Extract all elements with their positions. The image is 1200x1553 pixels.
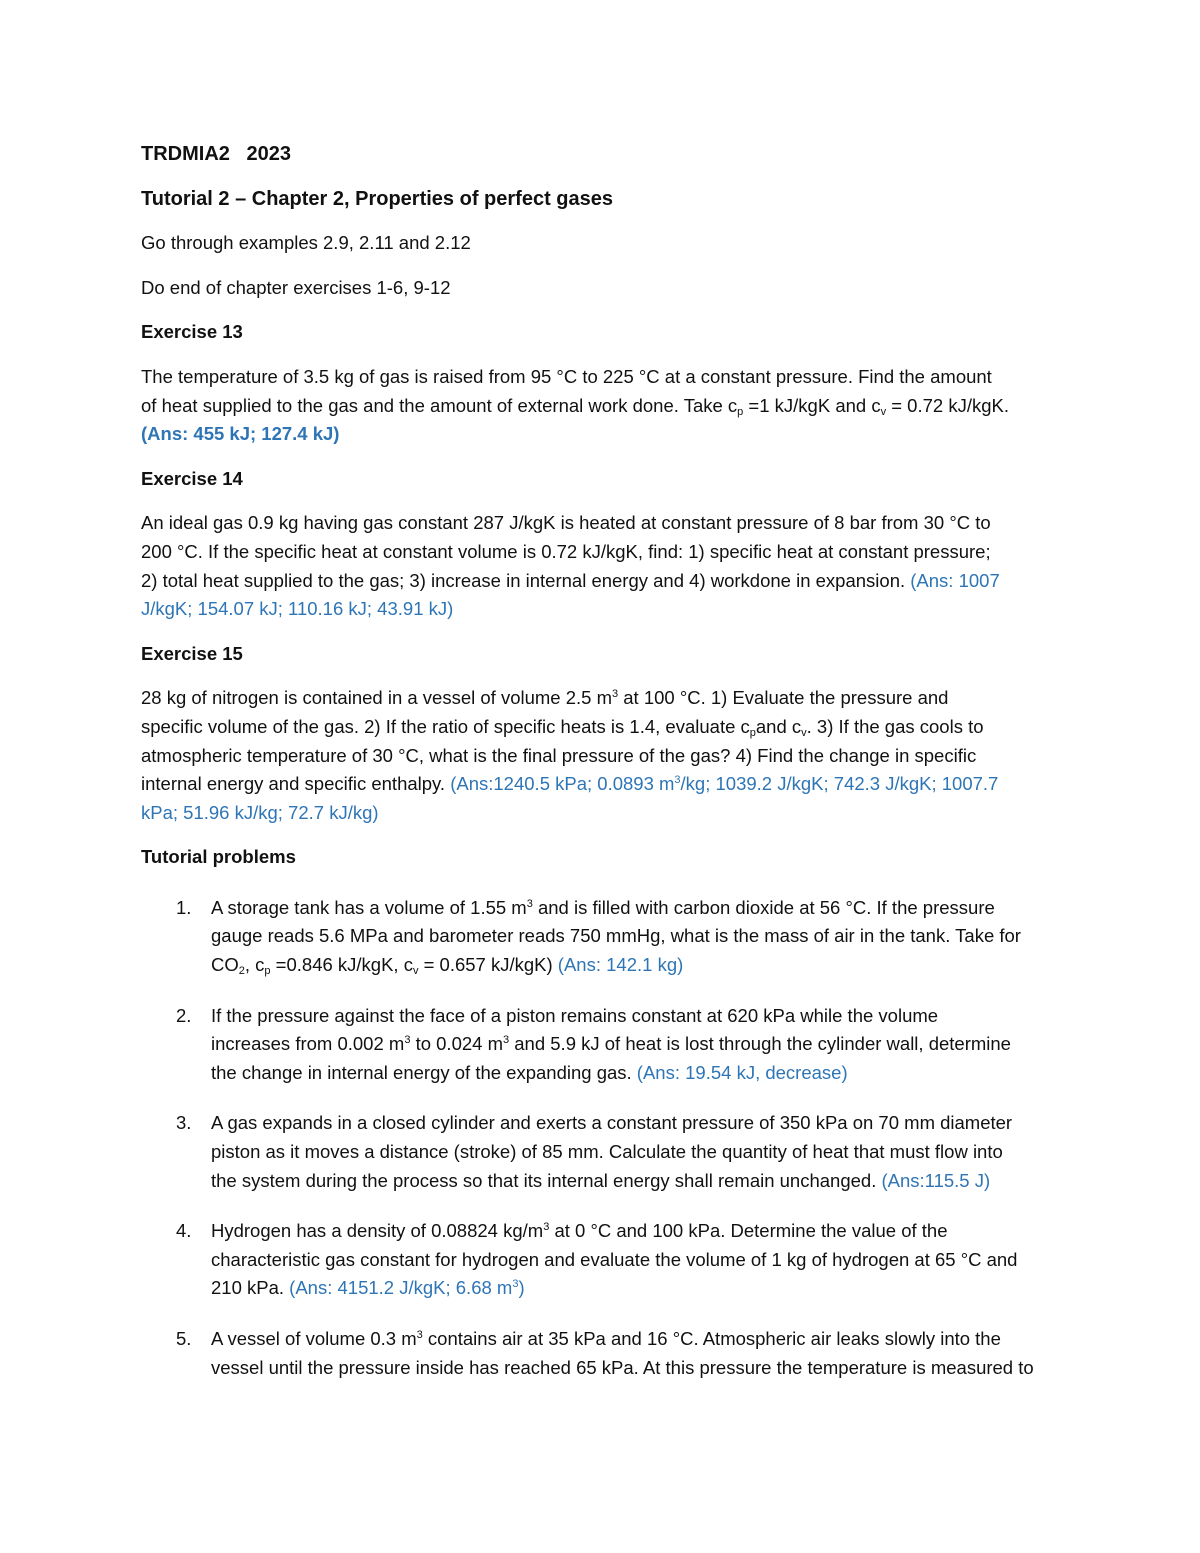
problem-line — [211, 951, 1061, 980]
text: the system during the process so that its internal energy shall remain unchanged. — [211, 1169, 877, 1191]
problem-line — [211, 1167, 1061, 1196]
document-content — [141, 140, 1061, 1404]
problem-line — [211, 1217, 1061, 1246]
problem-answer: (Ans: 142.1 kg) — [552, 954, 684, 976]
text: =1 kJ/kgK and c — [743, 394, 881, 416]
exercise-14-line: 200 °C. If the specific heat at constant volume is 0.72 kJ/kgK, find: 1) specific heat at constant pressure; — [141, 540, 991, 562]
problem-number: 4. — [176, 1220, 192, 1242]
intro-examples: Go through examples 2.9, 2.11 and 2.12 — [141, 232, 471, 254]
text: and is filled with carbon dioxide at 56 °C. If the pressure — [532, 896, 995, 918]
tutorial-problems-heading: Tutorial problems — [141, 846, 296, 868]
text: . 3) If the gas cools to — [806, 715, 984, 737]
problem-answer: (Ans: 19.54 kJ, decrease) — [631, 1061, 848, 1083]
text: =0.846 kJ/kgK, c — [270, 954, 413, 976]
exercise-15-line — [141, 713, 1061, 742]
problem-line — [211, 1274, 1061, 1303]
problem-line: gauge reads 5.6 MPa and barometer reads 750 mmHg, what is the mass of air in the tank. Take for — [211, 925, 1021, 947]
text: increases from 0.002 m — [211, 1033, 405, 1055]
text: at 0 °C and 100 kPa. Determine the value of the — [549, 1220, 948, 1242]
exercise-15-answer: /kg; 1039.2 J/kgK; 742.3 J/kgK; 1007.7 — [680, 773, 999, 795]
exercise-15-answer: kPa; 51.96 kJ/kg; 72.7 kJ/kg) — [141, 801, 379, 823]
text: 28 kg of nitrogen is contained in a vessel of volume 2.5 m — [141, 687, 612, 709]
exercise-14-line: An ideal gas 0.9 kg having gas constant 287 J/kgK is heated at constant pressure of 8 bar from 30 °C to — [141, 512, 991, 534]
exercise-13-body — [141, 363, 1061, 449]
superscript: 3 — [612, 688, 619, 701]
text: Hydrogen has a density of 0.08824 kg/m — [211, 1220, 544, 1242]
tutorial-problem-list — [176, 894, 1061, 1382]
exercise-13-line: The temperature of 3.5 kg of gas is raised from 95 °C to 225 °C at a constant pressure. Find the amount — [141, 365, 992, 387]
superscript: 3 — [526, 897, 533, 910]
exercise-13-answer: (Ans: 455 kJ; 127.4 kJ) — [141, 423, 340, 445]
superscript: 3 — [503, 1034, 510, 1047]
problem-number: 5. — [176, 1328, 192, 1349]
text: of heat supplied to the gas and the amount of external work done. Take c — [141, 394, 738, 416]
problem-answer: (Ans: 4151.2 J/kgK; 6.68 m — [284, 1277, 513, 1299]
tutorial-problem-3 — [176, 1109, 1061, 1195]
text: and 5.9 kJ of heat is lost through the cylinder wall, determine — [509, 1033, 1011, 1055]
tutorial-problem-4 — [176, 1217, 1061, 1303]
exercise-14-answer: J/kgK; 154.07 kJ; 110.16 kJ; 43.91 kJ) — [141, 598, 454, 620]
exercise-15-answer: (Ans:1240.5 kPa; 0.0893 m — [445, 773, 675, 795]
exercise-14-body — [141, 509, 1061, 623]
superscript: 3 — [416, 1329, 423, 1341]
exercise-15-line — [141, 770, 1061, 799]
problem-line: characteristic gas constant for hydrogen and evaluate the volume of 1 kg of hydrogen at 65 °C and — [211, 1248, 1018, 1270]
problem-number: 1. — [176, 896, 192, 918]
text: at 100 °C. 1) Evaluate the pressure and — [618, 687, 949, 709]
exercise-15-heading: Exercise 15 — [141, 642, 243, 664]
text: 2) total heat supplied to the gas; 3) increase in internal energy and 4) workdone in expansion. — [141, 569, 906, 591]
problem-line — [211, 1059, 1061, 1088]
subscript: 2 — [238, 965, 245, 978]
subscript: v — [412, 965, 419, 978]
subscript: v — [801, 726, 807, 739]
text: , c — [244, 954, 265, 976]
subscript: v — [880, 405, 887, 418]
problem-line — [211, 1325, 1061, 1354]
exercise-14-answer: (Ans: 1007 — [905, 569, 1000, 591]
problem-line: vessel until the pressure inside has reached 65 kPa. At this pressure the temperature is measured to — [211, 1356, 1034, 1378]
tutorial-problem-5 — [176, 1325, 1061, 1382]
problem-number: 2. — [176, 1004, 192, 1026]
problem-answer: (Ans:115.5 J) — [876, 1169, 991, 1191]
tutorial-title: Tutorial 2 – Chapter 2, Properties of perfect gases — [141, 187, 613, 210]
text: A vessel of volume 0.3 m — [211, 1328, 417, 1349]
problem-line: piston as it moves a distance (stroke) of 85 mm. Calculate the quantity of heat that must flow into — [211, 1141, 1003, 1163]
text: specific volume of the gas. 2) If the ratio of specific heats is 1.4, evaluate c — [141, 715, 750, 737]
exercise-15-line: atmospheric temperature of 30 °C, what is the final pressure of the gas? 4) Find the change in specific — [141, 744, 977, 766]
text: = 0.657 kJ/kgK) — [418, 954, 553, 976]
text: CO — [211, 954, 239, 976]
subscript: p — [737, 405, 744, 418]
problem-line — [211, 894, 1061, 923]
exercise-14-line — [141, 567, 1061, 596]
text: internal energy and specific enthalpy. — [141, 773, 446, 795]
text: 210 kPa. — [211, 1277, 285, 1299]
problem-line — [211, 1030, 1061, 1059]
text: the change in internal energy of the expanding gas. — [211, 1061, 632, 1083]
problem-line: A gas expands in a closed cylinder and exerts a constant pressure of 350 kPa on 70 mm diameter — [211, 1112, 1013, 1134]
intro-exercises: Do end of chapter exercises 1-6, 9-12 — [141, 276, 451, 298]
superscript: 3 — [404, 1034, 411, 1047]
subscript: p — [264, 965, 271, 978]
tutorial-problem-2 — [176, 1002, 1061, 1088]
problem-answer: ) — [518, 1277, 525, 1299]
exercise-15-body — [141, 684, 1061, 827]
problem-line: If the pressure against the face of a piston remains constant at 620 kPa while the volume — [211, 1004, 939, 1026]
tutorial-problem-1 — [176, 894, 1061, 980]
superscript: 3 — [674, 774, 681, 787]
exercise-13-heading: Exercise 13 — [141, 321, 243, 343]
text: contains air at 35 kPa and 16 °C. Atmospheric air leaks slowly into the — [422, 1328, 1001, 1349]
text: = 0.72 kJ/kgK. — [886, 394, 1009, 416]
exercise-14-heading: Exercise 14 — [141, 467, 243, 489]
problem-number: 3. — [176, 1112, 192, 1134]
text: A storage tank has a volume of 1.55 m — [211, 896, 527, 918]
subscript: p — [749, 726, 756, 739]
superscript: 3 — [543, 1221, 550, 1234]
exercise-13-line — [141, 392, 1061, 421]
exercise-15-line — [141, 684, 1061, 713]
superscript: 3 — [512, 1278, 519, 1291]
text: to 0.024 m — [410, 1033, 503, 1055]
text: and c — [755, 715, 802, 737]
course-code: TRDMIA2 2023 — [141, 143, 292, 165]
